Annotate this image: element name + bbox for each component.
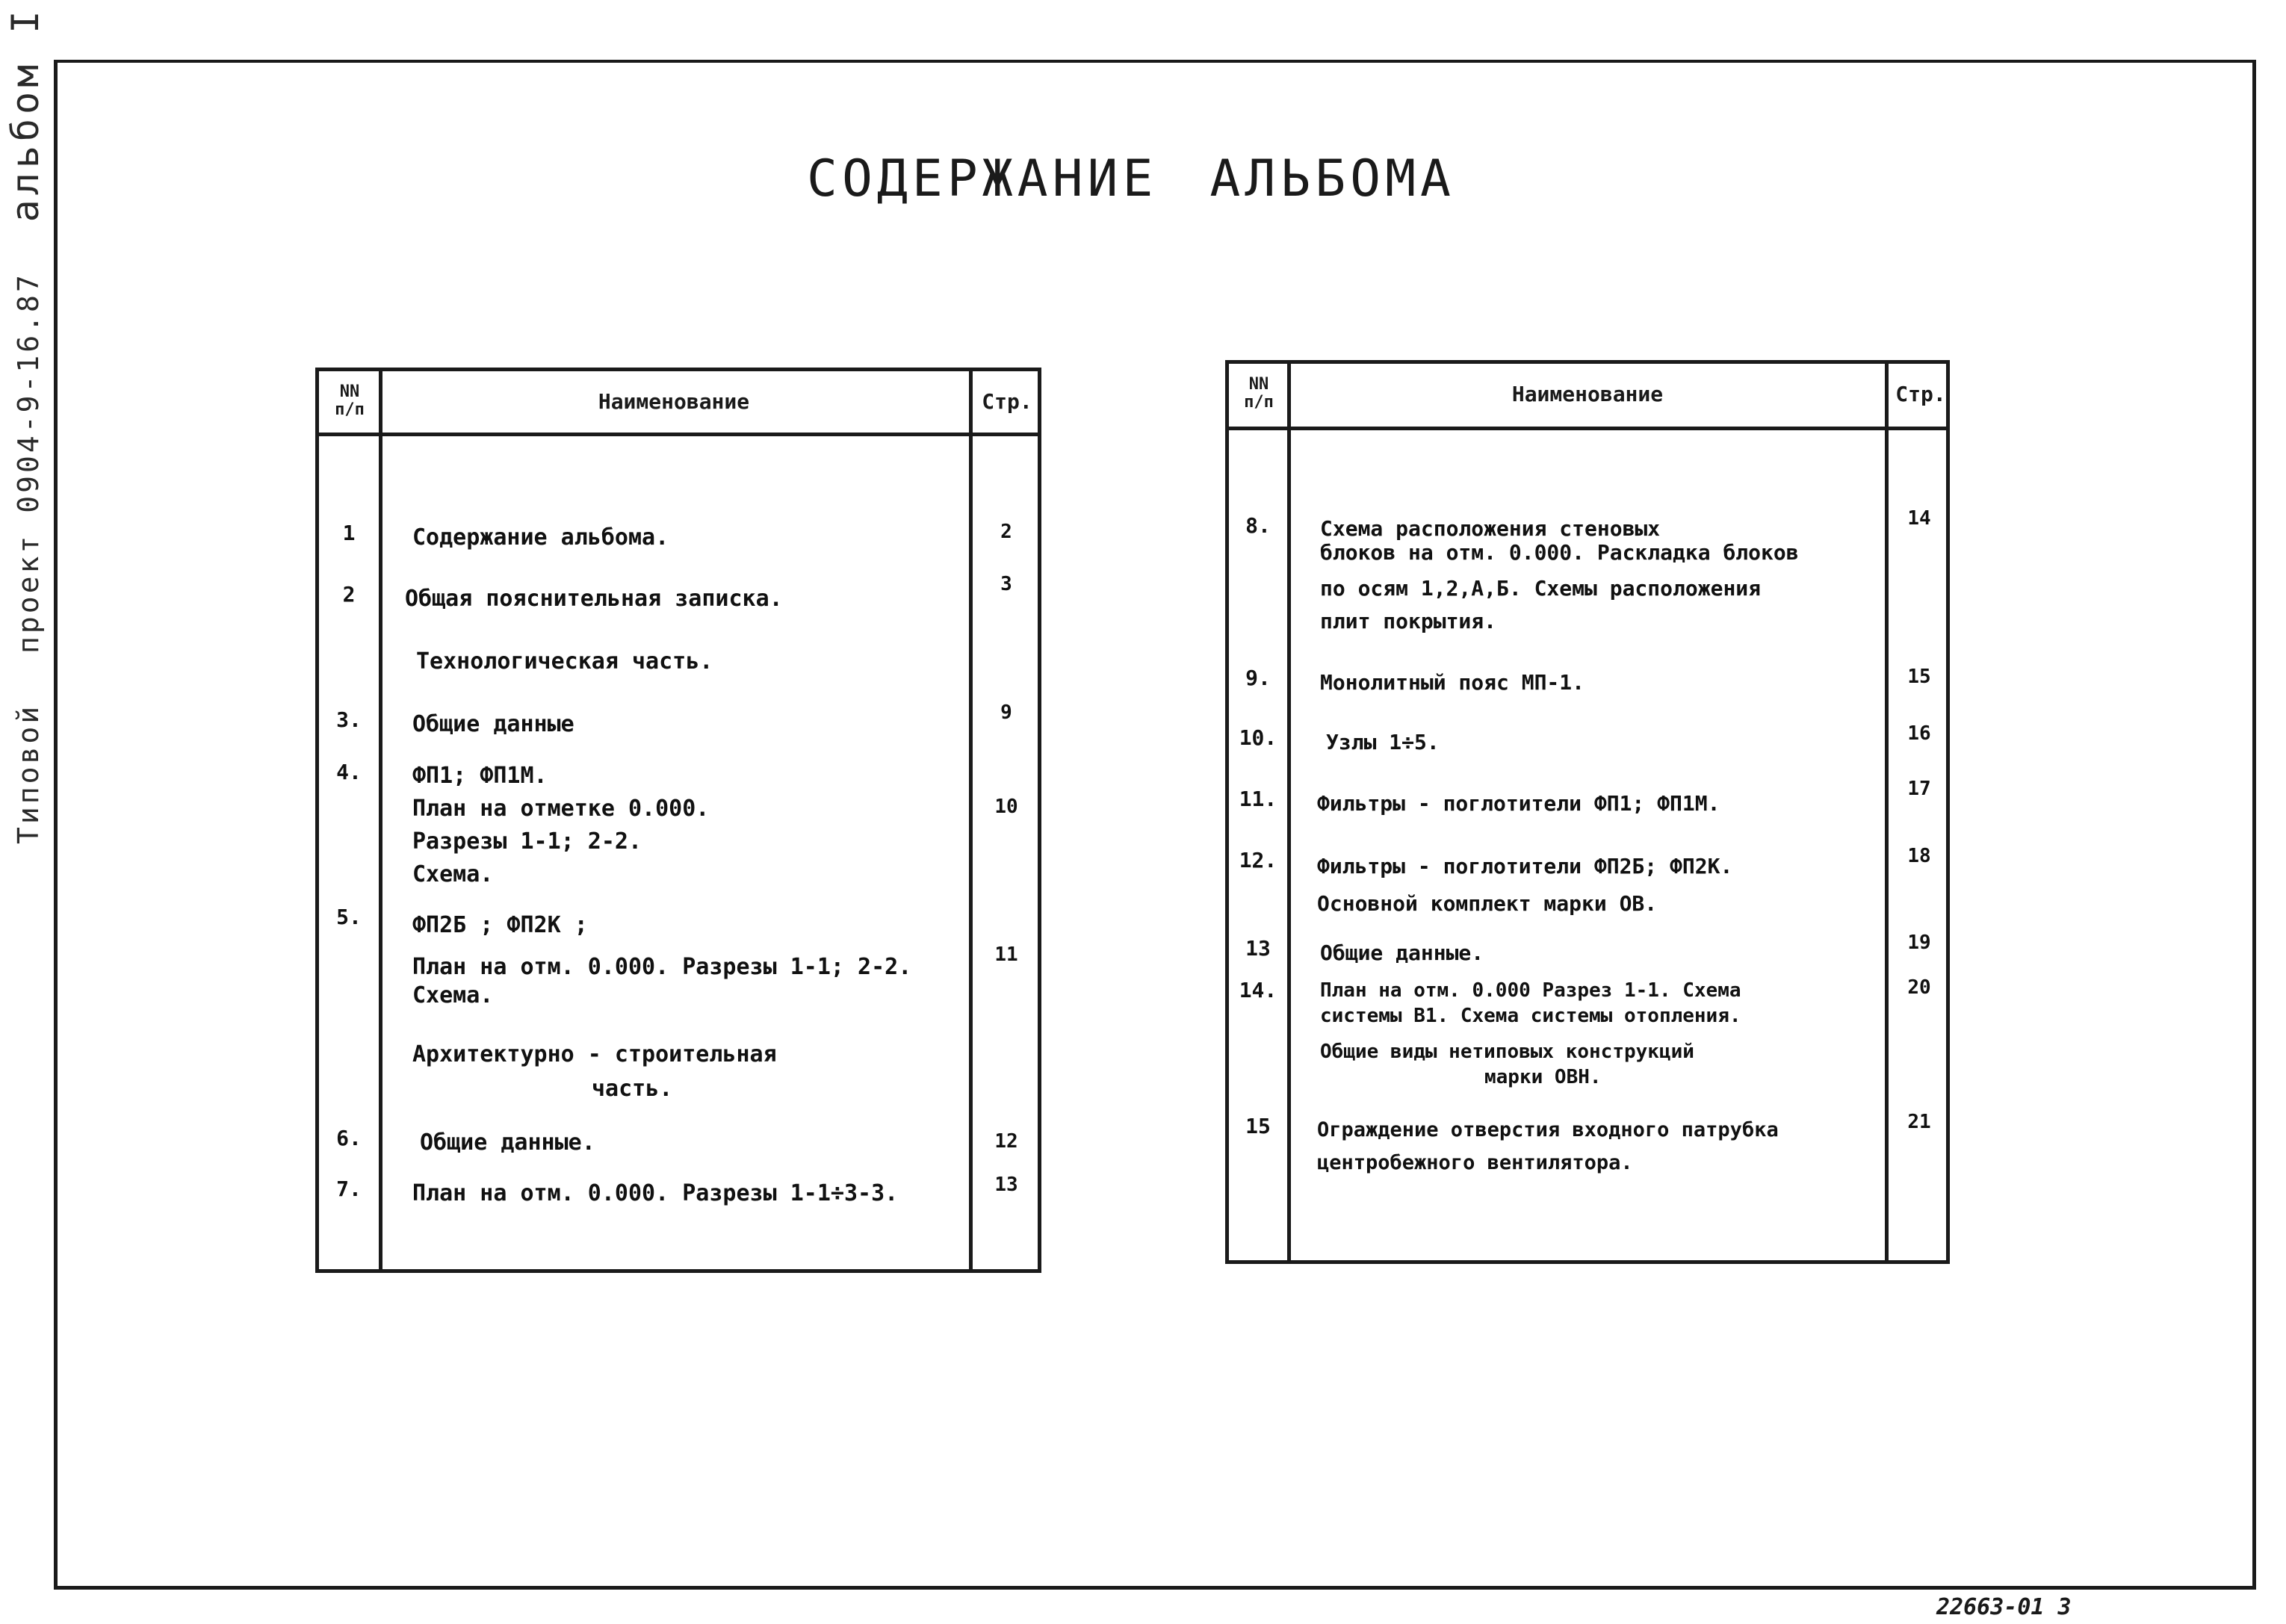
row-page: 17 (1907, 778, 1931, 800)
row-num: 7. (336, 1177, 362, 1201)
row-num: 8. (1245, 513, 1271, 538)
row-page: 15 (1907, 666, 1931, 688)
row-num: 3. (336, 707, 362, 732)
row-page: 2 (1000, 521, 1012, 543)
row-num: 13 (1245, 936, 1271, 961)
row-page: 3 (1000, 573, 1012, 595)
header-num: NN п/п (1244, 375, 1274, 412)
row-num: 10. (1239, 725, 1277, 750)
row-name: План на отм. 0.000. Разрезы 1-1÷3-3. (412, 1180, 899, 1206)
row-name: ФП1; ФП1М. План на отметке 0.000. Разрезы 1-1; 2-2. Схема. (412, 763, 710, 887)
header-num: NN п/п (335, 382, 365, 419)
row-num: 4. (336, 760, 362, 784)
row-page: 21 (1907, 1111, 1931, 1133)
section-heading: Архитектурно - строительная часть. (412, 1041, 777, 1102)
contents-table-left (315, 368, 1041, 1273)
row-name: Фильтры - поглотители ФП2Б; ФП2К. Основной комплект марки ОВ. (1317, 854, 1733, 916)
row-page: 19 (1907, 932, 1931, 954)
row-num: 2 (342, 582, 356, 607)
row-num: 15 (1245, 1114, 1271, 1138)
row-num: 14. (1239, 978, 1277, 1002)
row-num: 9. (1245, 666, 1271, 690)
row-name: ФП2Б ; ФП2К ; План на отм. 0.000. Разрезы 1-1; 2-2. Схема. (412, 912, 912, 1008)
header-name: Наименование (1511, 382, 1664, 406)
header-name: Наименование (598, 389, 750, 414)
row-num: 5. (336, 905, 362, 929)
row-name: План на отм. 0.000 Разрез 1-1. Схема системы В1. Схема системы отопления. Общие виды нетиповых конструкций марки ОВН. (1320, 979, 1741, 1088)
header-page: Стр. (1895, 382, 1946, 406)
contents-table-right (1225, 360, 1950, 1264)
row-name: Общие данные (412, 711, 574, 737)
row-name: Ограждение отверстия входного патрубка центробежного вентилятора. (1317, 1118, 1779, 1174)
sheet-number: 22663-01 3 (1936, 1594, 2072, 1620)
row-name: Общие данные. (1320, 940, 1484, 965)
row-page: 14 (1907, 507, 1931, 530)
row-page: 18 (1907, 845, 1931, 867)
row-page: 20 (1907, 976, 1931, 999)
row-page: 16 (1907, 722, 1931, 745)
section-heading: Технологическая часть. (416, 648, 713, 675)
side-stamp-part3: альбом I (4, 6, 47, 223)
title-word-2: АЛЬБОМА (1209, 149, 1455, 208)
page-title (807, 149, 1508, 208)
row-num: 11. (1239, 787, 1277, 811)
row-name: Узлы 1÷5. (1326, 730, 1440, 754)
row-name: Общие данные. (420, 1129, 595, 1156)
row-page: 13 (994, 1174, 1018, 1196)
side-stamp (4, 0, 47, 844)
row-name: Фильтры - поглотители ФП1; ФП1М. (1317, 791, 1720, 816)
row-page: 11 (994, 943, 1018, 966)
row-page: 12 (994, 1130, 1018, 1153)
side-stamp-part2: проект 0904-9-16.87 (12, 272, 45, 654)
row-page: 10 (994, 796, 1018, 818)
header-page: Стр. (982, 389, 1032, 414)
row-page: 9 (1000, 701, 1012, 724)
side-stamp-part1: Типовой (12, 703, 45, 844)
row-name: Схема расположения стеновых блоков на отм. 0.000. Раскладка блоков по осям 1,2,А,Б. Схемы расположения плит покрытия. (1320, 516, 1799, 633)
row-num: 6. (336, 1126, 362, 1150)
row-num: 1 (342, 521, 356, 545)
row-name: Общая пояснительная записка. (405, 586, 783, 612)
row-name: Содержание альбома. (412, 524, 669, 551)
title-word-1: СОДЕРЖАНИЕ (807, 149, 1158, 208)
row-name: Монолитный пояс МП-1. (1320, 670, 1585, 695)
row-num: 12. (1239, 848, 1277, 873)
